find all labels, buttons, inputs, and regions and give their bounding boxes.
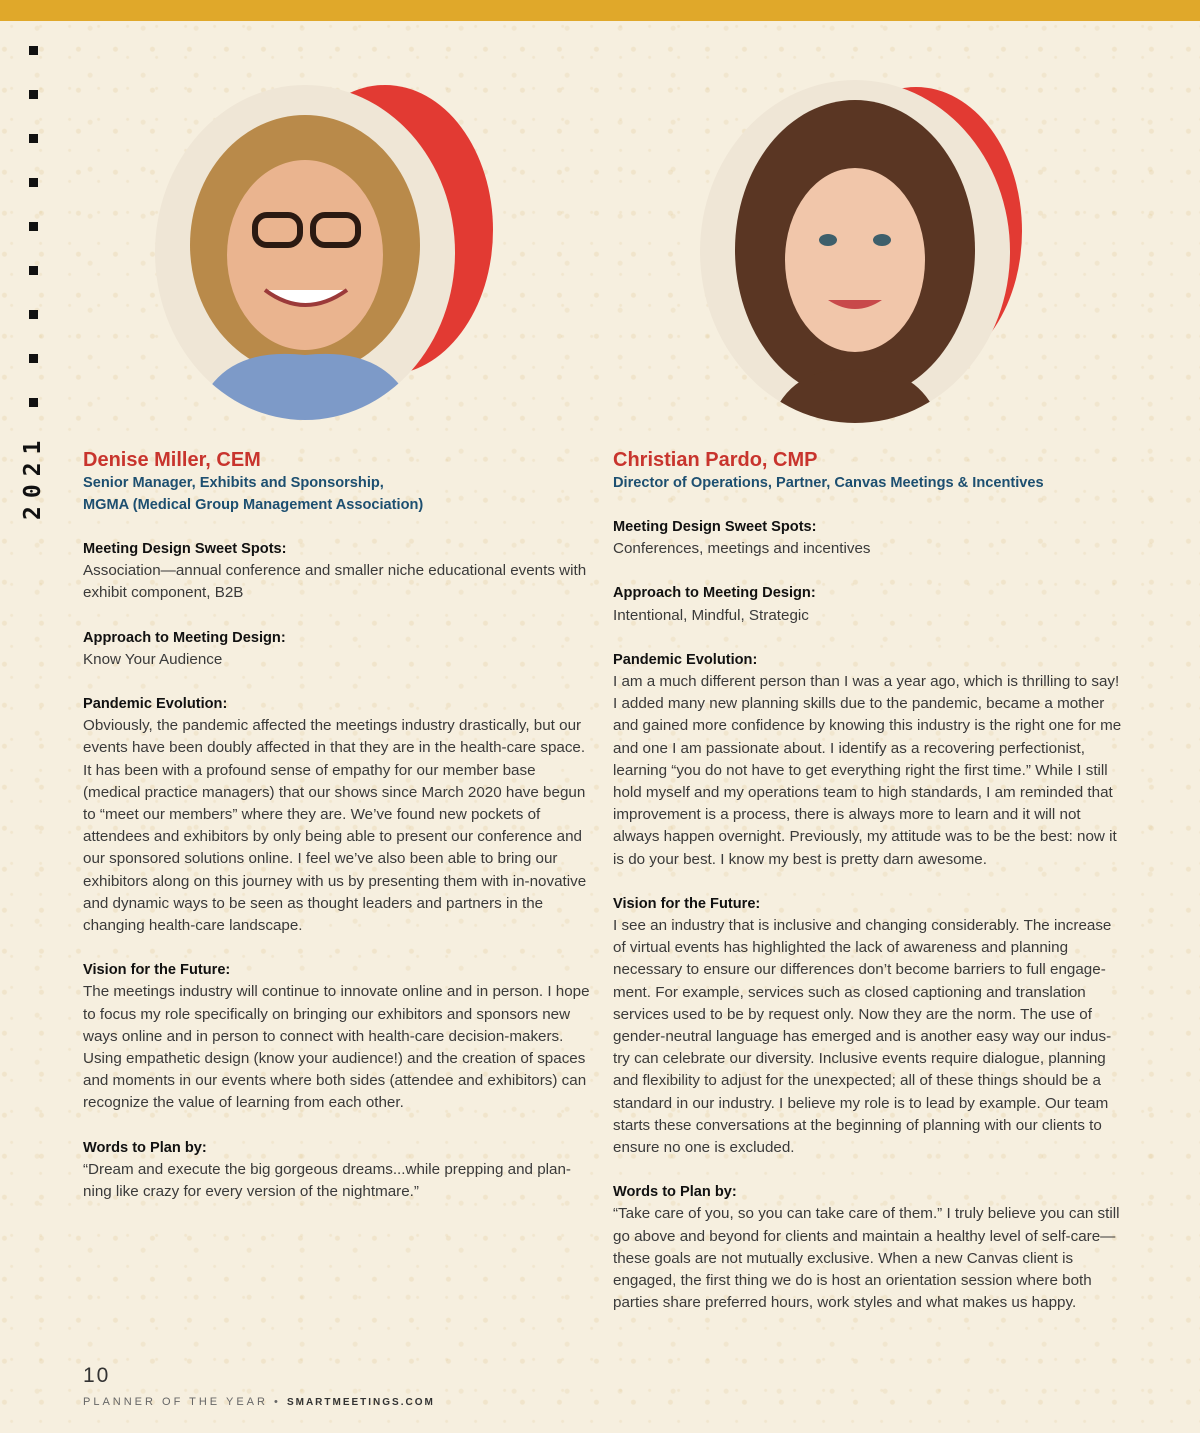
- section-heading: Vision for the Future:: [83, 962, 231, 979]
- section-pandemic: [613, 649, 1123, 871]
- footer-site: SMARTMEETINGS.COM: [286, 1397, 435, 1408]
- profile-denise: [83, 448, 593, 1203]
- section-vision: [83, 959, 593, 1114]
- section-heading: Approach to Meeting Design:: [613, 585, 816, 602]
- section-heading: Pandemic Evolution:: [83, 696, 228, 713]
- section-vision: [613, 893, 1123, 1159]
- section-words: [83, 1137, 593, 1204]
- section-text: I am a much different person than I was a year ago, which is thrilling to say! I added many new planning skills due to the pandemic, became a mother and gained more confidence by knowing this industry is the right one for me and one I am passionate about. I identify as a recovering perfectionist, learning “you do not have to get everything right the first time.” While I still hold myself and my operations team to high standards, I am reminded that improvement is a process, there is always more to learn and it will not always happen overnight. Previously, my attitude was to be the best: now it is do your best. I know my best is pretty darn awesome.: [613, 673, 1122, 868]
- side-dot-column: [29, 46, 38, 442]
- section-text: “Take care of you, so you can take care of them.” I truly believe you can still go above and beyond for clients and maintain a healthy level of self-care—these goals are not mutually exclusive. When a new Canvas client is engaged, the first thing we do is host an orientation session where both parties share preferred hours, work styles and what makes us happy.: [613, 1205, 1120, 1312]
- section-heading: Words to Plan by:: [83, 1139, 207, 1156]
- profile-name: Christian Pardo, CMP: [613, 449, 818, 471]
- portrait-christian: [700, 80, 1030, 425]
- section-heading: Meeting Design Sweet Spots:: [613, 519, 817, 535]
- profile-organization: MGMA (Medical Group Management Association): [83, 497, 424, 513]
- section-sweet-spots: [613, 516, 1123, 560]
- person-photo-icon: [700, 80, 1010, 423]
- side-dot: [29, 134, 38, 143]
- side-dot: [29, 310, 38, 319]
- section-words: [613, 1181, 1123, 1314]
- section-heading: Words to Plan by:: [613, 1184, 737, 1201]
- side-dot: [29, 90, 38, 99]
- photo-denise: [155, 85, 455, 420]
- profile-title: Senior Manager, Exhibits and Sponsorship,: [83, 475, 384, 491]
- section-pandemic: [83, 693, 593, 937]
- footer-section: PLANNER OF THE YEAR: [83, 1396, 268, 1408]
- profile-name: Denise Miller, CEM: [83, 449, 261, 471]
- section-text: Intentional, Mindful, Strategic: [613, 606, 809, 624]
- section-text: I see an industry that is inclusive and changing considerably. The increase of virtual events has highlighted the lack of awareness and planning necessary to ensure our differences don’t become barriers to full engage-ment. For example, services such as closed captioning and translation services used to be by request only. Now they are the norm. The use of gender-neutral language has emerged and is another easy way our indus-try can celebrate our diversity. Inclusive events require dialogue, planning and flexibility to adjust for the unexpected; all of these things should be a standard in our industry. I believe my role is to lead by example. Our team starts these conversations at the beginning of planning with our clients to ensure no one is excluded.: [613, 917, 1112, 1157]
- side-dot: [29, 398, 38, 407]
- section-text: The meetings industry will continue to innovate online and in person. I hope to focus my role specifically on bringing our exhibitors and sponsors new ways online and in person to connect with health-care decision-makers. Using empathetic design (know your audience!) and the creation of spaces and moments in our events where both sides (attendee and exhibitors) can recognize the value of learning from each other.: [83, 983, 590, 1112]
- footer-line: [83, 1396, 435, 1408]
- photo-christian: [700, 80, 1010, 423]
- profile-title: Director of Operations, Partner, Canvas Meetings & Incentives: [613, 475, 1044, 491]
- year-label: 2021: [20, 432, 46, 520]
- side-dot: [29, 46, 38, 55]
- profile-christian: [613, 448, 1123, 1315]
- section-heading: Pandemic Evolution:: [613, 651, 758, 668]
- section-approach: [613, 582, 1123, 626]
- section-heading: Meeting Design Sweet Spots:: [83, 541, 287, 557]
- footer-bullet: •: [274, 1396, 281, 1408]
- top-accent-bar: [0, 0, 1200, 21]
- section-text: Obviously, the pandemic affected the meetings industry drastically, but our events have been doubly affected in that they are in the health-care space. It has been with a profound sense of empathy for our member base (medical practice managers) that our shows since March 2020 have begun to “meet our members” where they are. We’ve found new pockets of attendees and exhibitors by only being able to present our conference and our sponsored solutions online. I feel we’ve also been able to bring our exhibitors along on this journey with us by presenting them with in-novative and dynamic ways to be seen as thought leaders and partners in the changing health-care landscape.: [83, 717, 587, 935]
- side-dot: [29, 266, 38, 275]
- section-heading: Approach to Meeting Design:: [83, 629, 286, 646]
- side-dot: [29, 354, 38, 363]
- person-photo-icon: [155, 85, 455, 420]
- section-text: Conferences, meetings and incentives: [613, 540, 871, 558]
- section-text: Know Your Audience: [83, 650, 223, 668]
- section-heading: Vision for the Future:: [613, 895, 761, 912]
- section-approach: [83, 627, 593, 671]
- page-number: 10: [83, 1364, 111, 1387]
- section-text: Association—annual conference and smaller niche educational events with exhibit component, B2B: [83, 562, 587, 602]
- side-dot: [29, 178, 38, 187]
- portrait-denise: [155, 85, 495, 425]
- section-sweet-spots: [83, 538, 593, 605]
- side-dot: [29, 222, 38, 231]
- section-text: “Dream and execute the big gorgeous dreams...while prepping and plan-ning like crazy for every version of the nightmare.”: [83, 1160, 571, 1201]
